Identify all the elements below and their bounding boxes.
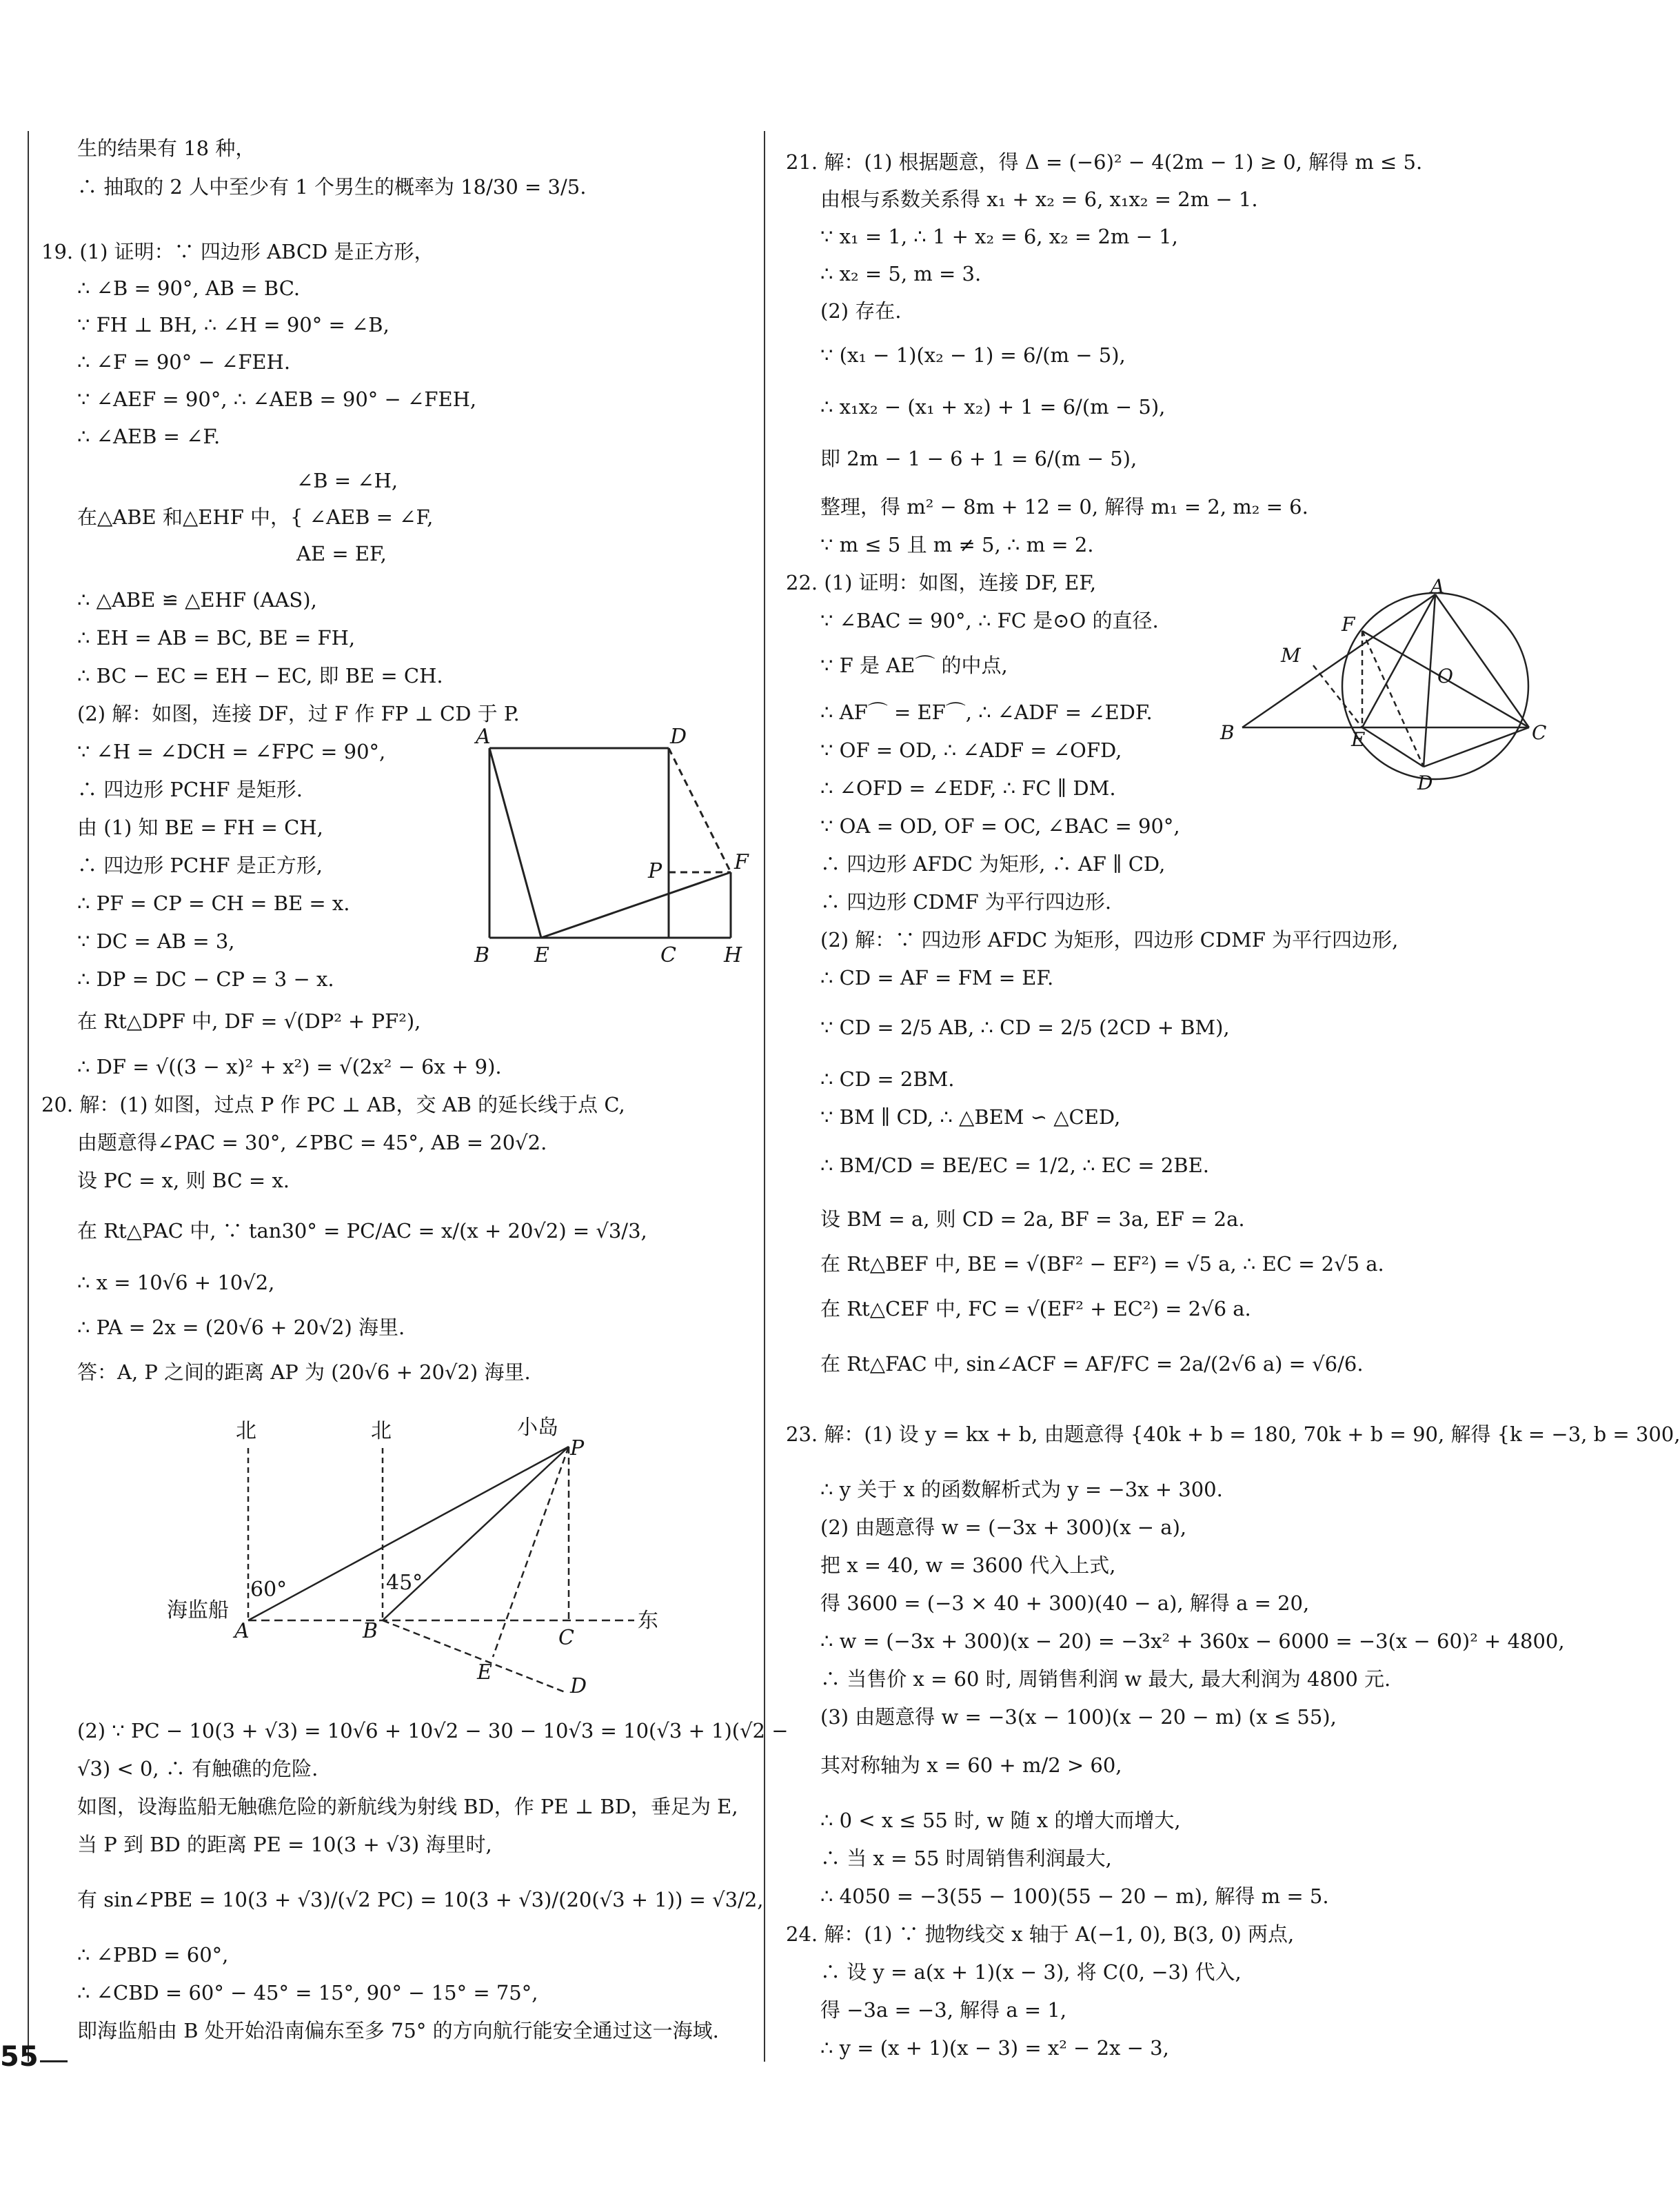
figure-19-square [455,717,765,972]
text-line: ∵ OF = OD, ∴ ∠ADF = ∠OFD, [820,738,1122,762]
text-line: 即 2m − 1 − 6 + 1 = 6/(m − 5), [820,447,1137,470]
label-M: M [1281,644,1301,667]
label-B: B [363,1619,378,1643]
label-C: C [558,1626,574,1650]
label-D: D [1417,772,1433,794]
text-line: ∴ 四边形 PCHF 是矩形. [77,778,303,801]
left-margin-rule [28,131,29,2062]
problem-20-heading: 20. 解：(1) 如图，过点 P 作 PC ⊥ AB，交 AB 的延长线于点 C, [41,1093,625,1116]
text-line: ∵ ∠BAC = 90°, ∴ FC 是⊙O 的直径. [820,609,1159,632]
text-line: ∴ 四边形 AFDC 为矩形, ∴ AF ∥ CD, [820,852,1166,876]
text-line: 设 PC = x, 则 BC = x. [77,1169,290,1192]
text-line: (3) 由题意得 w = −3(x − 100)(x − 20 − m) (x ≤ 55), [820,1705,1337,1729]
text-line: ∴ AF⌒ = EF⌒, ∴ ∠ADF = ∠EDF. [820,701,1153,724]
label-E: E [534,943,549,967]
text-line: ∴ 设 y = a(x + 1)(x − 3), 将 C(0, −3) 代入, [820,1960,1242,1984]
text-line: ∴ BC − EC = EH − EC, 即 BE = CH. [77,664,443,687]
ship-label: 海监船 [167,1598,229,1622]
text-line: ∴ y 关于 x 的函数解析式为 y = −3x + 300. [820,1478,1223,1501]
problem-22-heading: 22. (1) 证明：如图，连接 DF, EF, [786,571,1097,594]
column-divider [764,131,765,2062]
text-line: ∴ DP = DC − CP = 3 − x. [77,967,334,991]
text-line: ∵ x₁ = 1, ∴ 1 + x₂ = 6, x₂ = 2m − 1, [820,225,1178,248]
text-line: ∴ ∠B = 90°, AB = BC. [77,276,301,300]
text-line: ∴ 4050 = −3(55 − 100)(55 − 20 − m), 解得 m = 5. [820,1884,1329,1908]
label-A: A [234,1619,250,1643]
text-line: ∴ DF = √((3 − x)² + x²) = √(2x² − 6x + 9). [77,1055,502,1078]
text-line: ∴ y = (x + 1)(x − 3) = x² − 2x − 3, [820,2036,1169,2060]
text-line: 在△ABE 和△EHF 中，{ ∠AEB = ∠F, [77,505,434,529]
text-line: (2) 由题意得 w = (−3x + 300)(x − a), [820,1516,1187,1539]
text-line: √3) < 0, ∴ 有触礁的危险. [77,1757,318,1780]
text-line: (2) 解：如图，连接 DF，过 F 作 FP ⊥ CD 于 P. [77,702,520,725]
text-line: ∵ ∠H = ∠DCH = ∠FPC = 90°, [77,740,386,763]
text-line: (2) 解：∵ 四边形 AFDC 为矩形，四边形 CDMF 为平行四边形, [820,928,1399,952]
text-line: 由 (1) 知 BE = FH = CH, [77,816,323,839]
figure-20-navigation [159,1407,696,1696]
text-line: ∴ 抽取的 2 人中至少有 1 个男生的概率为 18/30 = 3/5. [77,175,587,199]
text-line: ∴ PF = CP = CH = BE = x. [77,892,350,915]
text-line: 整理，得 m² − 8m + 12 = 0, 解得 m₁ = 2, m₂ = 6. [820,495,1308,519]
problem-24-heading: 24. 解：(1) ∵ 抛物线交 x 轴于 A(−1, 0), B(3, 0) 两点, [786,1922,1295,1946]
text-line: (2) ∵ PC − 10(3 + √3) = 10√6 + 10√2 − 30 − 10√3 = 10(√3 + 1)(√2 − [77,1719,789,1742]
text-line: ∴ w = (−3x + 300)(x − 20) = −3x² + 360x − 6000 = −3(x − 60)² + 4800, [820,1629,1565,1653]
text-line: ∴ CD = AF = FM = EF. [820,966,1054,989]
label-E: E [1351,728,1366,751]
problem-23-heading: 23. 解：(1) 设 y = kx + b, 由题意得 {40k + b = 180, 70k + b = 90, 解得 {k = −3, b = 300, [786,1422,1680,1446]
label-E: E [477,1660,492,1685]
text-line: ∴ 当售价 x = 60 时, 周销售利润 w 最大, 最大利润为 4800 元. [820,1667,1391,1691]
text-line: 得 3600 = (−3 × 40 + 300)(40 − a), 解得 a = 20, [820,1591,1310,1615]
east-label: 东 [638,1609,658,1633]
text-line: 在 Rt△PAC 中, ∵ tan30° = PC/AC = x/(x + 20√2) = √3/3, [77,1219,647,1243]
label-F: F [1342,613,1355,636]
angle-60: 60° [250,1578,287,1602]
text-line: 生的结果有 18 种， [77,137,256,160]
text-line: ∴ 0 < x ≤ 55 时, w 随 x 的增大而增大, [820,1809,1181,1832]
text-line: ∴ ∠OFD = ∠EDF, ∴ FC ∥ DM. [820,776,1116,800]
label-B: B [1220,721,1235,744]
text-line: ∵ BM ∥ CD, ∴ △BEM ∽ △CED, [820,1105,1121,1129]
text-line: ∴ CD = 2BM. [820,1067,955,1091]
text-line: ∴ △ABE ≌ △EHF (AAS), [77,588,317,612]
text-line: ∵ FH ⊥ BH, ∴ ∠H = 90° = ∠B, [77,313,389,336]
text-line: 即海监船由 B 处开始沿南偏东至多 75° 的方向航行能安全通过这一海域. [77,2019,719,2042]
text-line: ∴ PA = 2x = (20√6 + 20√2) 海里. [77,1316,405,1339]
label-C: C [660,943,676,967]
text-line: 其对称轴为 x = 60 + m/2 > 60, [820,1753,1122,1777]
angle-45: 45° [386,1571,423,1595]
label-C: C [1532,721,1547,744]
label-D: D [570,1674,587,1698]
text-line: ∴ 四边形 PCHF 是正方形, [77,854,323,877]
text-line: ∴ BM/CD = BE/EC = 1/2, ∴ EC = 2BE. [820,1154,1209,1177]
north-label-2: 北 [371,1419,392,1443]
label-H: H [724,943,742,967]
problem-19-heading: 19. (1) 证明：∵ 四边形 ABCD 是正方形， [41,240,434,263]
text-line: 答：A, P 之间的距离 AP 为 (20√6 + 20√2) 海里. [77,1360,531,1384]
label-O: O [1437,665,1453,687]
text-line: ∴ ∠CBD = 60° − 45° = 15°, 90° − 15° = 75°, [77,1981,538,2004]
text-line: ∴ ∠AEB = ∠F. [77,425,221,448]
text-line: 如图，设海监船无触礁危险的新航线为射线 BD，作 PE ⊥ BD，垂足为 E, [77,1795,738,1818]
text-line: 在 Rt△BEF 中, BE = √(BF² − EF²) = √5 a, ∴ EC = 2√5 a. [820,1252,1384,1276]
text-line: ∠B = ∠H, [296,469,398,492]
text-line: ∵ ∠AEF = 90°, ∴ ∠AEB = 90° − ∠FEH, [77,388,477,411]
label-F: F [734,850,749,874]
text-line: 设 BM = a, 则 CD = 2a, BF = 3a, EF = 2a. [820,1207,1245,1231]
text-line: 把 x = 40, w = 3600 代入上式, [820,1554,1116,1577]
figure-22-circle [1213,575,1547,800]
label-D: D [670,725,687,749]
text-line: AE = EF, [296,542,387,565]
label-P: P [648,859,662,883]
island-label: 小岛 [517,1416,558,1440]
text-line: ∴ 四边形 CDMF 为平行四边形. [820,890,1112,914]
text-line: ∵ OA = OD, OF = OC, ∠BAC = 90°, [820,814,1180,838]
text-line: 在 Rt△DPF 中, DF = √(DP² + PF²), [77,1009,421,1033]
text-line: ∴ 当 x = 55 时周销售利润最大, [820,1847,1112,1870]
text-line: ∴ x₂ = 5, m = 3. [820,262,982,285]
text-line: 在 Rt△CEF 中, FC = √(EF² + EC²) = 2√6 a. [820,1297,1251,1320]
label-B: B [474,943,490,967]
text-line: (2) 存在. [820,299,902,323]
text-line: ∵ (x₁ − 1)(x₂ − 1) = 6/(m − 5), [820,343,1126,367]
text-line: ∵ CD = 2/5 AB, ∴ CD = 2/5 (2CD + BM), [820,1016,1230,1039]
text-line: ∵ F 是 AE⌒ 的中点, [820,654,1008,677]
text-line: ∴ x₁x₂ − (x₁ + x₂) + 1 = 6/(m − 5), [820,395,1166,419]
text-line: 在 Rt△FAC 中, sin∠ACF = AF/FC = 2a/(2√6 a) = √6/6. [820,1352,1364,1376]
text-line: ∴ ∠F = 90° − ∠FEH. [77,350,291,374]
text-line: ∴ EH = AB = BC, BE = FH, [77,626,356,650]
text-line: 由题意得∠PAC = 30°, ∠PBC = 45°, AB = 20√2. [77,1131,547,1154]
text-line: 有 sin∠PBE = 10(3 + √3)/(√2 PC) = 10(3 + √3)/(20(√3 + 1)) = √3/2, [77,1888,764,1911]
text-line: 由根与系数关系得 x₁ + x₂ = 6, x₁x₂ = 2m − 1. [820,188,1258,211]
text-line: ∴ x = 10√6 + 10√2, [77,1271,275,1294]
north-label-1: 北 [236,1419,256,1443]
text-line: ∵ m ≤ 5 且 m ≠ 5, ∴ m = 2. [820,533,1094,556]
text-line: ∵ DC = AB = 3, [77,929,235,953]
text-line: 当 P 到 BD 的距离 PE = 10(3 + √3) 海里时, [77,1833,492,1856]
problem-21-heading: 21. 解：(1) 根据题意，得 Δ = (−6)² − 4(2m − 1) ≥ 0, 解得 m ≤ 5. [786,150,1423,174]
label-P: P [570,1436,585,1460]
label-A: A [476,725,491,749]
text-line: 得 −3a = −3, 解得 a = 1, [820,1998,1067,2022]
label-A: A [1430,575,1445,598]
text-line: ∴ ∠PBD = 60°, [77,1943,229,1967]
page-number-dash [40,2060,68,2062]
page-number: 55 [0,2041,39,2073]
